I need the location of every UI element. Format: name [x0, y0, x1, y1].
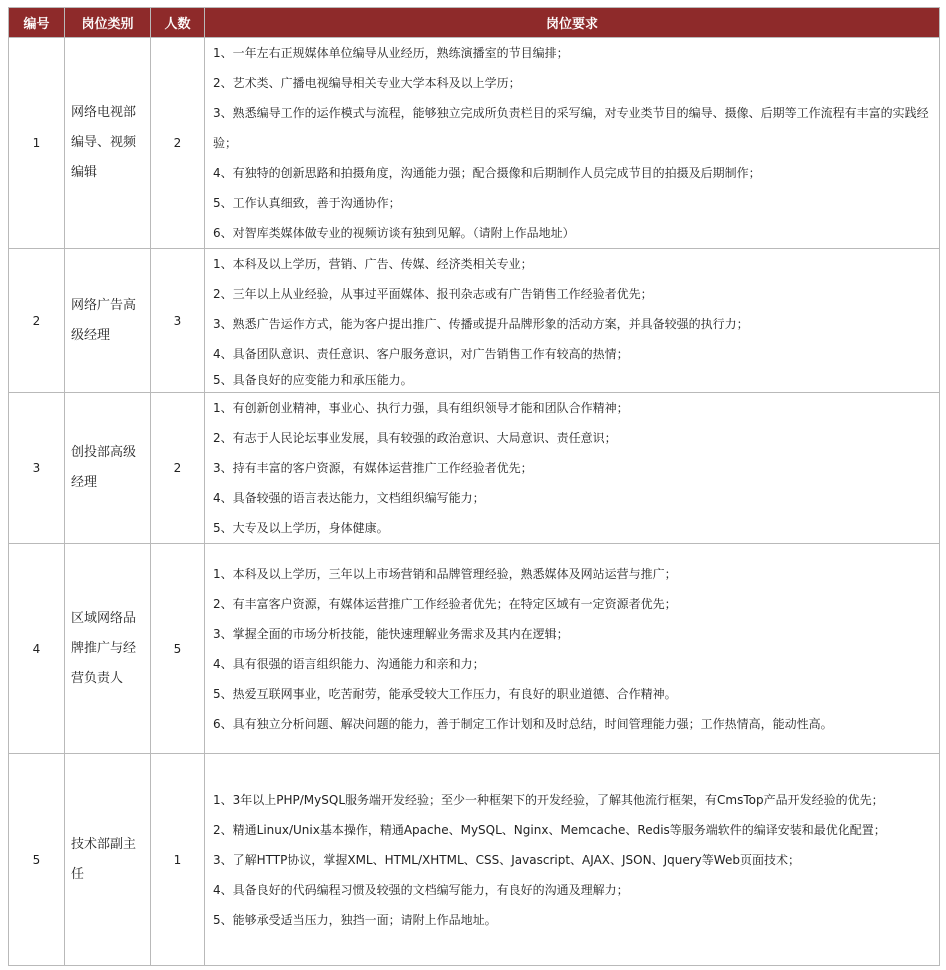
headcount: 5: [151, 544, 205, 754]
requirements-cell: [205, 754, 940, 966]
requirement-item: 3、持有丰富的客户资源，有媒体运营推广工作经验者优先；: [213, 461, 533, 475]
header-requirements: 岗位要求: [205, 8, 940, 38]
job-category: 创投部高级经理: [65, 393, 151, 544]
requirements-cell: [205, 544, 940, 754]
job-table-container: [8, 7, 939, 966]
requirements-cell: [205, 249, 940, 393]
requirement-item: 1、有创新创业精神，事业心、执行力强，具有组织领导才能和团队合作精神；: [213, 401, 629, 415]
table-row: [9, 249, 940, 393]
requirement-item: 2、有丰富客户资源，有媒体运营推广工作经验者优先；在特定区域有一定资源者优先；: [213, 596, 677, 611]
job-requirements-table: [8, 7, 940, 966]
row-number: 2: [9, 249, 65, 393]
requirement-item: 4、具有很强的语言组织能力、沟通能力和亲和力；: [213, 656, 485, 671]
job-category: 网络电视部编导、视频编辑: [65, 38, 151, 249]
requirement-item: 4、有独特的创新思路和拍摄角度，沟通能力强；配合摄像和后期制作人员完成节目的拍摄及后期制作；: [213, 166, 761, 180]
requirement-item: 6、具有独立分析问题、解决问题的能力，善于制定工作计划和及时总结，时间管理能力强；工作热情高，能动性高。: [213, 716, 833, 731]
requirement-item: 5、热爱互联网事业，吃苦耐劳，能承受较大工作压力，有良好的职业道德、合作精神。: [213, 686, 677, 701]
requirement-item: 1、3年以上PHP/MySQL服务端开发经验；至少一种框架下的开发经验，了解其他流行框架，有CmsTop产品开发经验的优先；: [213, 792, 884, 807]
headcount: 1: [151, 754, 205, 966]
headcount: 3: [151, 249, 205, 393]
row-number: 3: [9, 393, 65, 544]
row-number: 1: [9, 38, 65, 249]
requirement-item: 6、对智库类媒体做专业的视频访谈有独到见解。（请附上作品地址）: [213, 226, 575, 240]
requirement-item: 4、具备良好的代码编程习惯及较强的文档编写能力，有良好的沟通及理解力；: [213, 882, 629, 897]
table-row: [9, 38, 940, 249]
header-count: 人数: [151, 8, 205, 38]
header-category: 岗位类别: [65, 8, 151, 38]
requirement-item: 1、本科及以上学历，营销、广告、传媒、经济类相关专业；: [213, 257, 533, 271]
table-row: [9, 544, 940, 754]
requirements-cell: [205, 38, 940, 249]
requirement-item: 5、具备良好的应变能力和承压能力。: [213, 373, 413, 387]
requirement-item: 3、掌握全面的市场分析技能，能快速理解业务需求及其内在逻辑；: [213, 626, 569, 641]
job-category: 区域网络品牌推广与经营负责人: [65, 544, 151, 754]
requirement-item: 5、大专及以上学历，身体健康。: [213, 521, 389, 535]
table-row: [9, 754, 940, 966]
requirement-item: 1、一年左右正规媒体单位编导从业经历，熟练演播室的节目编排；: [213, 46, 569, 60]
requirement-item: 5、工作认真细致，善于沟通协作；: [213, 196, 401, 210]
job-category: 技术部副主任: [65, 754, 151, 966]
requirements-cell: [205, 393, 940, 544]
headcount: 2: [151, 38, 205, 249]
requirement-item: 5、能够承受适当压力，独挡一面；请附上作品地址。: [213, 912, 497, 927]
table-header-row: [9, 8, 940, 38]
headcount: 2: [151, 393, 205, 544]
requirement-item: 2、有志于人民论坛事业发展，具有较强的政治意识、大局意识、责任意识；: [213, 431, 617, 445]
requirement-item: 1、本科及以上学历，三年以上市场营销和品牌管理经验，熟悉媒体及网站运营与推广；: [213, 566, 677, 581]
header-no: 编号: [9, 8, 65, 38]
requirement-item: 3、熟悉广告运作方式，能为客户提出推广、传播或提升品牌形象的活动方案，并具备较强的执行力；: [213, 317, 749, 331]
requirement-item: 3、了解HTTP协议，掌握XML、HTML/XHTML、CSS、Javascript、AJAX、JSON、Jquery等Web页面技术；: [213, 852, 800, 867]
row-number: 4: [9, 544, 65, 754]
job-category: 网络广告高级经理: [65, 249, 151, 393]
requirement-item: 3、熟悉编导工作的运作模式与流程，能够独立完成所负责栏目的采写编，对专业类节目的编导、摄像、后期等工作流程有丰富的实践经验；: [213, 106, 929, 150]
requirement-item: 4、具备团队意识、责任意识、客户服务意识，对广告销售工作有较高的热情；: [213, 347, 629, 361]
requirement-item: 4、具备较强的语言表达能力，文档组织编写能力；: [213, 491, 485, 505]
row-number: 5: [9, 754, 65, 966]
requirement-item: 2、三年以上从业经验，从事过平面媒体、报刊杂志或有广告销售工作经验者优先；: [213, 287, 653, 301]
requirement-item: 2、艺术类、广播电视编导相关专业大学本科及以上学历；: [213, 76, 521, 90]
requirement-item: 2、精通Linux/Unix基本操作，精通Apache、MySQL、Nginx、Memcache、Redis等服务端软件的编译安装和最优化配置；: [213, 822, 886, 837]
table-row: [9, 393, 940, 544]
